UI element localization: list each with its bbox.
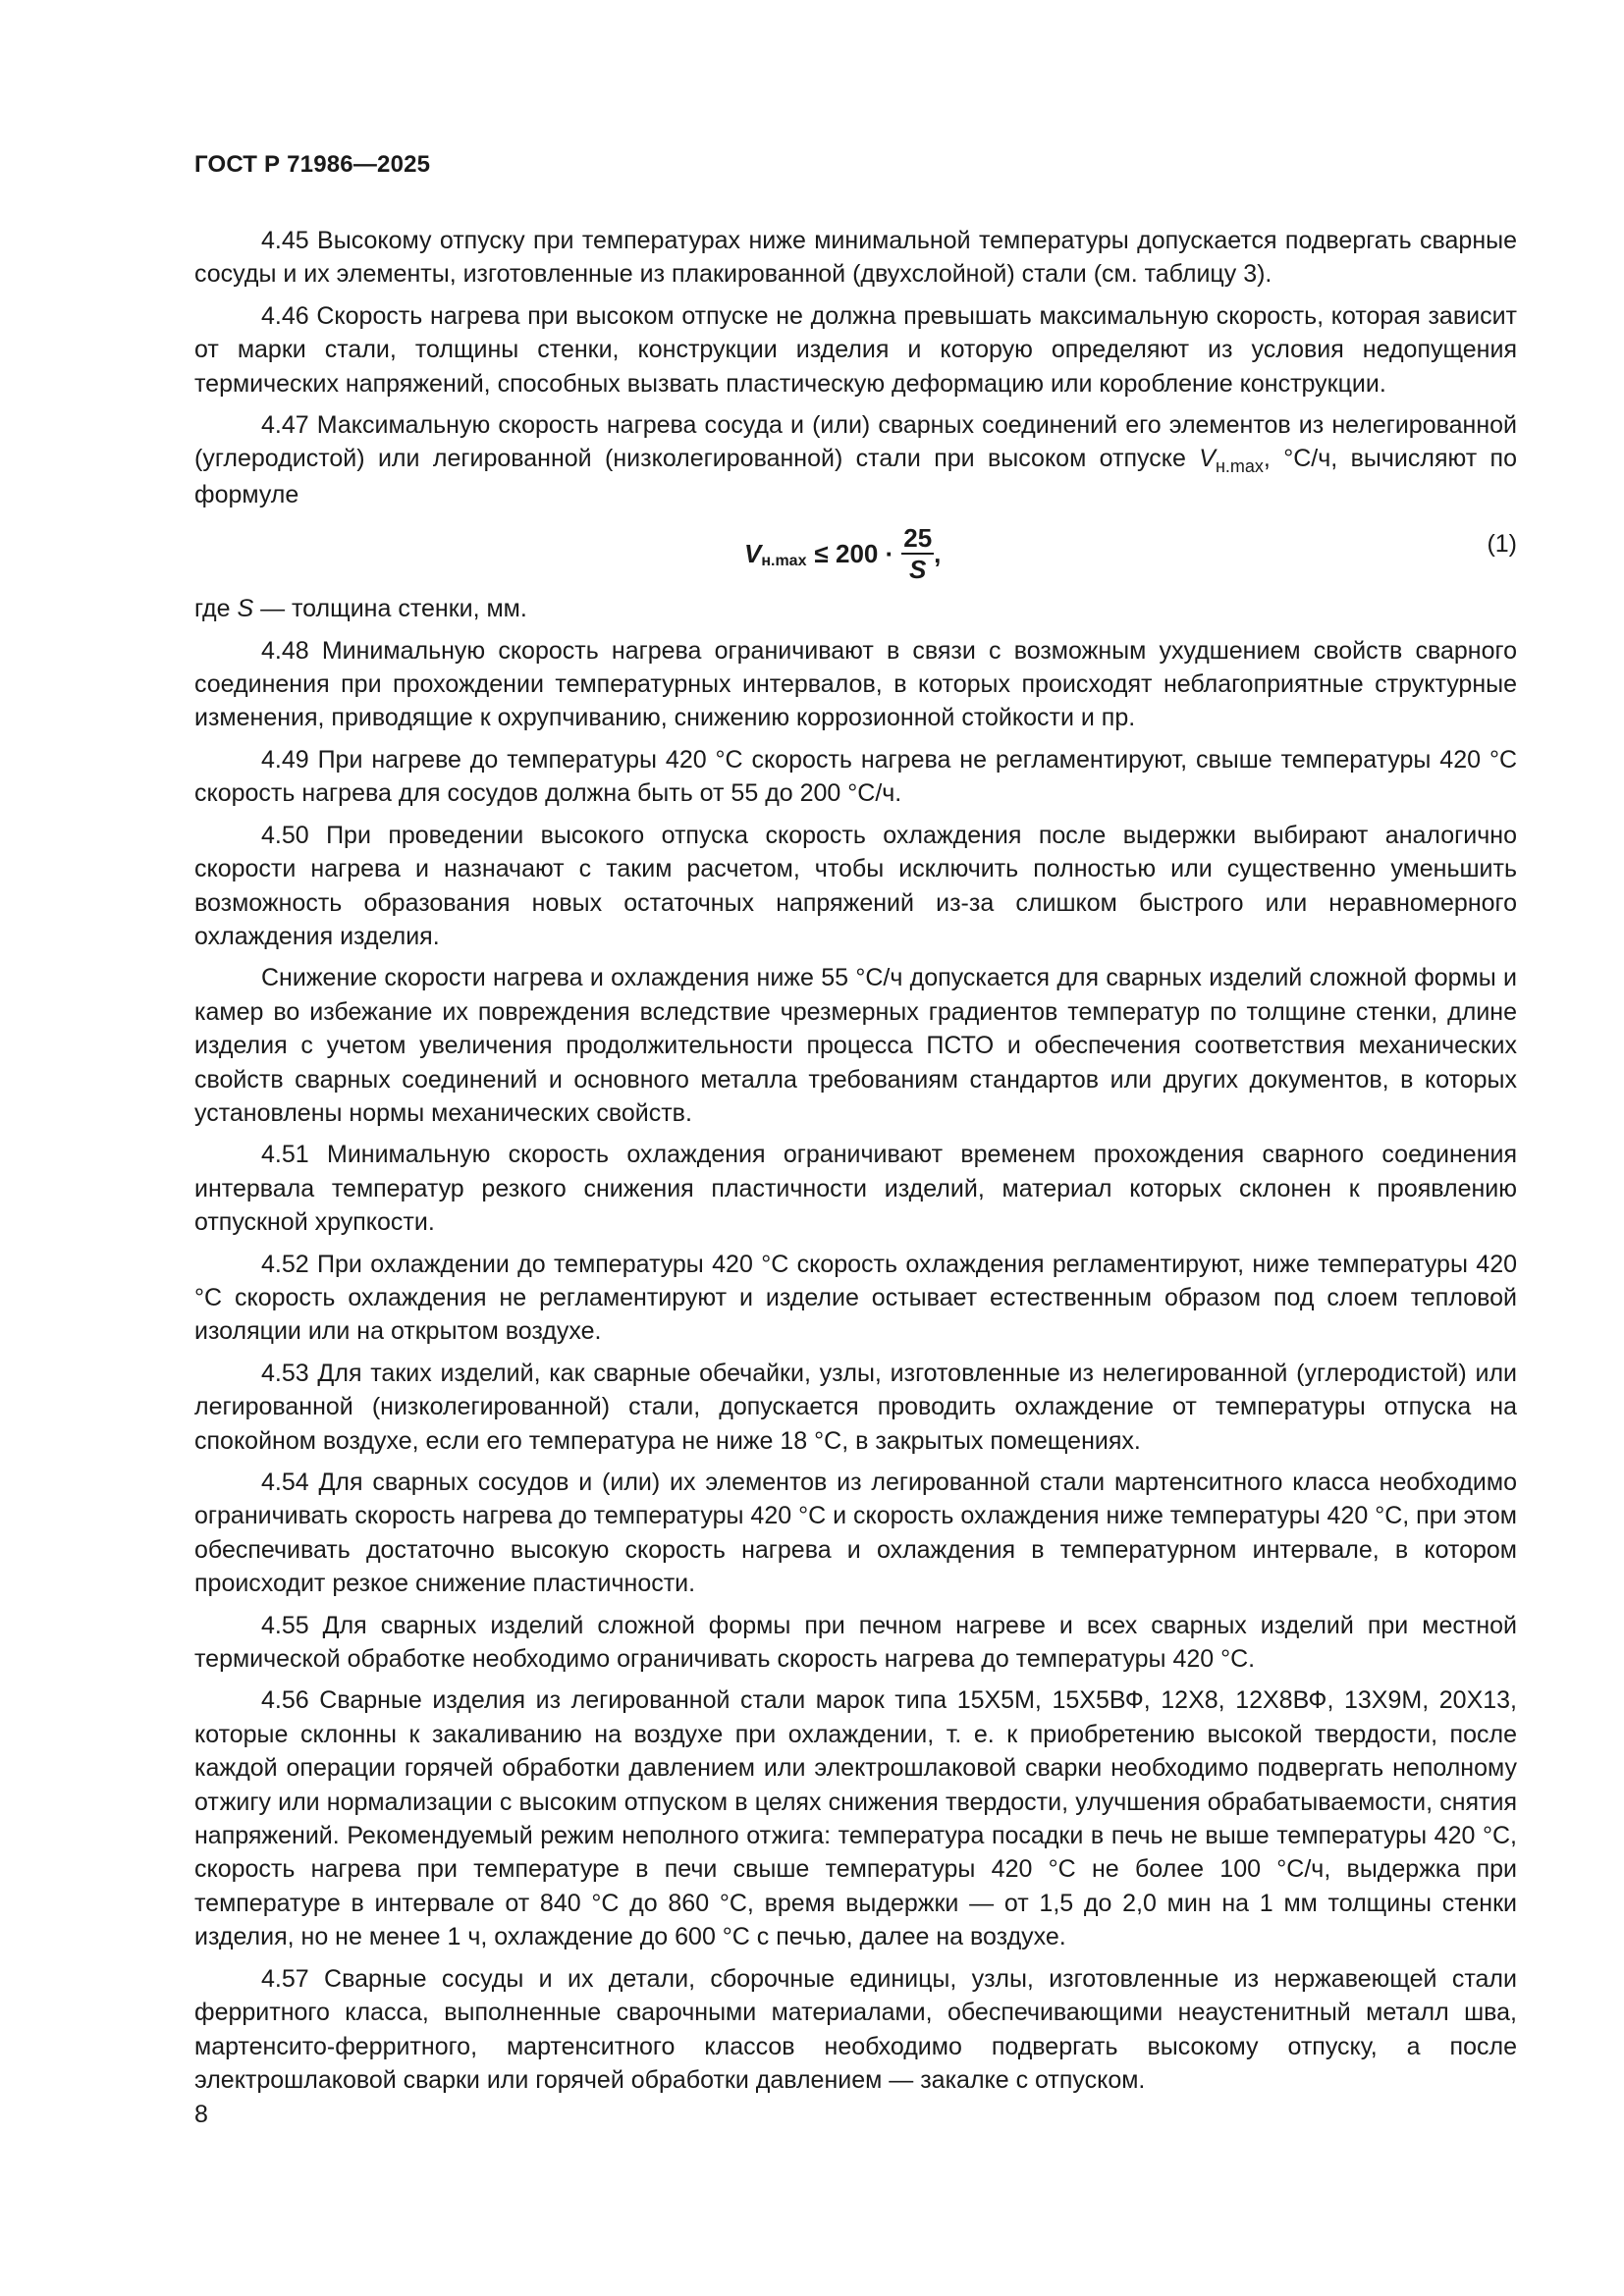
- paragraph-4-47-tail: , °С/ч, вычисляют по формуле: [194, 445, 1517, 508]
- formula-denominator: S: [909, 555, 927, 585]
- equation-number: (1): [1487, 530, 1517, 559]
- where-variable: S: [237, 595, 254, 623]
- formula-block: [194, 521, 1517, 586]
- paragraph-4-50-continued: Снижение скорости нагрева и охлаждения ниже 55 °С/ч допускается для сварных изделий сложной формы и камер во избежание их повреждения вследствие чрезмерных градиентов температур по толщине стенки, длине изделия с учетом увеличения продолжительности процесса ПСТО и обеспечения соответствия механических свойств сварных соединений и основного металла требованиям стандартов или других документов, в которых установлены нормы механических свойств.: [194, 964, 1517, 1127]
- paragraph-4-48: 4.48 Минимальную скорость нагрева ограничивают в связи с возможным ухудшением свойств сварного соединения при прохождении температурных интервалов, в которых происходят неблагоприятные структурные изменения, приводящие к охрупчиванию, снижению коррозионной стойкости и пр.: [194, 636, 1517, 732]
- paragraph-4-56: 4.56 Сварные изделия из легированной стали марок типа 15Х5М, 15Х5ВФ, 12Х8, 12Х8ВФ, 13Х9М, 20Х13, которые склонны к закаливанию на воздухе при охлаждении, т. е. к приобретению высокой твердости, после каждой операции горячей обработки давлением или электрошлаковой сварки необходимо подвергать неполному отжигу или нормализации с высоким отпуском в целях снижения твердости, улучшения обрабатываемости, снятия напряжений. Рекомендуемый режим неполного отжига: температура посадки в печь не выше температуры 420 °С, скорость нагрева при температуре в печи свыше температуры 420 °С не более 100 °С/ч, выдержка при температуре в интервале от 840 °С до 860 °С, время выдержки — от 1,5 до 2,0 мин на 1 мм толщины стенки изделия, но не менее 1 ч, охлаждение до 600 °С с печью, далее на воздухе.: [194, 1686, 1517, 1951]
- paragraph-4-57: 4.57 Сварные сосуды и их детали, сборочные единицы, узлы, изготовленные из нержавеющей стали ферритного класса, выполненные сварочными материалами, обеспечивающими неаустенитный металл шва, мартенсито-ферритного, мартенситного классов необходимо подвергать высокому отпуску, а после электрошлаковой сварки или горячей обработки давлением — закалке с отпуском.: [194, 1964, 1517, 2094]
- paragraph-4-50: 4.50 При проведении высокого отпуска скорость охлаждения после выдержки выбирают аналогично скорости нагрева и назначают с таким расчетом, чтобы исключить полностью или существенно уменьшить возможность образования новых остаточных напряжений из-за слишком быстрого или неравномерного охлаждения изделия.: [194, 821, 1517, 950]
- velocity-subscript: н.max: [1215, 456, 1264, 477]
- where-text: — толщина стенки, мм.: [253, 595, 527, 623]
- formula-numerator: 25: [903, 523, 933, 554]
- paragraph-4-46: 4.46 Скорость нагрева при высоком отпуске не должна превышать максимальную скорость, которая зависит от марки стали, толщины стенки, конструкции изделия и которую определяют из условия недопущения термических напряжений, способных вызвать пластическую деформацию или коробление конструкции.: [194, 301, 1517, 398]
- formula-fraction: [901, 523, 934, 585]
- formula-relation: ≤ 200 ·: [814, 539, 894, 569]
- where-clause: [194, 592, 1517, 625]
- where-lead: где: [194, 595, 238, 623]
- document-body: [194, 224, 1517, 2105]
- velocity-variable: V: [1199, 445, 1216, 473]
- paragraph-4-49: 4.49 При нагреве до температуры 420 °С скорость нагрева не регламентируют, свыше температуры 420 °С скорость нагрева для сосудов должна быть от 55 до 200 °С/ч.: [194, 745, 1517, 808]
- formula-subscript: н.max: [761, 553, 807, 570]
- paragraph-4-45: 4.45 Высокому отпуску при температурах ниже минимальной температуры допускается подвергать сварные сосуды и их элементы, изготовленные из плакированной (двухслойной) стали (см. таблицу 3).: [194, 227, 1517, 289]
- paragraph-4-53: 4.53 Для таких изделий, как сварные обечайки, узлы, изготовленные из нелегированной (углеродистой) или легированной (низколегированной) стали, допускается проводить охлаждение от температуры отпуска на спокойном воздухе, если его температура не ниже 18 °С, в закрытых помещениях.: [194, 1359, 1517, 1455]
- paragraph-4-51: 4.51 Минимальную скорость охлаждения ограничивают временем прохождения сварного соединения интервала температур резкого снижения пластичности изделий, материал которых склонен к проявлению отпускной хрупкости.: [194, 1141, 1517, 1237]
- paragraph-4-52: 4.52 При охлаждении до температуры 420 °С скорость охлаждения регламентируют, ниже температуры 420 °С скорость охлаждения не регламентируют и изделие остывает естественным образом под слоем тепловой изоляции или на открытом воздухе.: [194, 1250, 1517, 1346]
- paragraph-4-47-text: 4.47 Максимальную скорость нагрева сосуда и (или) сварных соединений его элементов из нелегированной (углеродистой) или легированной (низколегированной) стали при высоком отпуске: [194, 411, 1517, 473]
- formula-variable: V: [744, 539, 762, 569]
- formula-trailing: ,: [934, 539, 942, 569]
- formula: [744, 521, 941, 586]
- page-number: 8: [194, 2101, 208, 2128]
- paragraph-4-54: 4.54 Для сварных сосудов и (или) их элементов из легированной стали мартенситного класса необходимо ограничивать скорость нагрева до температуры 420 °С и скорость охлаждения ниже температуры 420 °С, при этом обеспечивать достаточно высокую скорость нагрева и охлаждения в температурном интервале, в котором происходит резкое снижение пластичности.: [194, 1468, 1517, 1598]
- document-header: ГОСТ Р 71986—2025: [194, 151, 431, 178]
- paragraph-4-55: 4.55 Для сварных изделий сложной формы при печном нагреве и всех сварных изделий при местной термической обработке необходимо ограничивать скорость нагрева до температуры 420 °С.: [194, 1611, 1517, 1674]
- paragraph-4-47: [194, 408, 1517, 511]
